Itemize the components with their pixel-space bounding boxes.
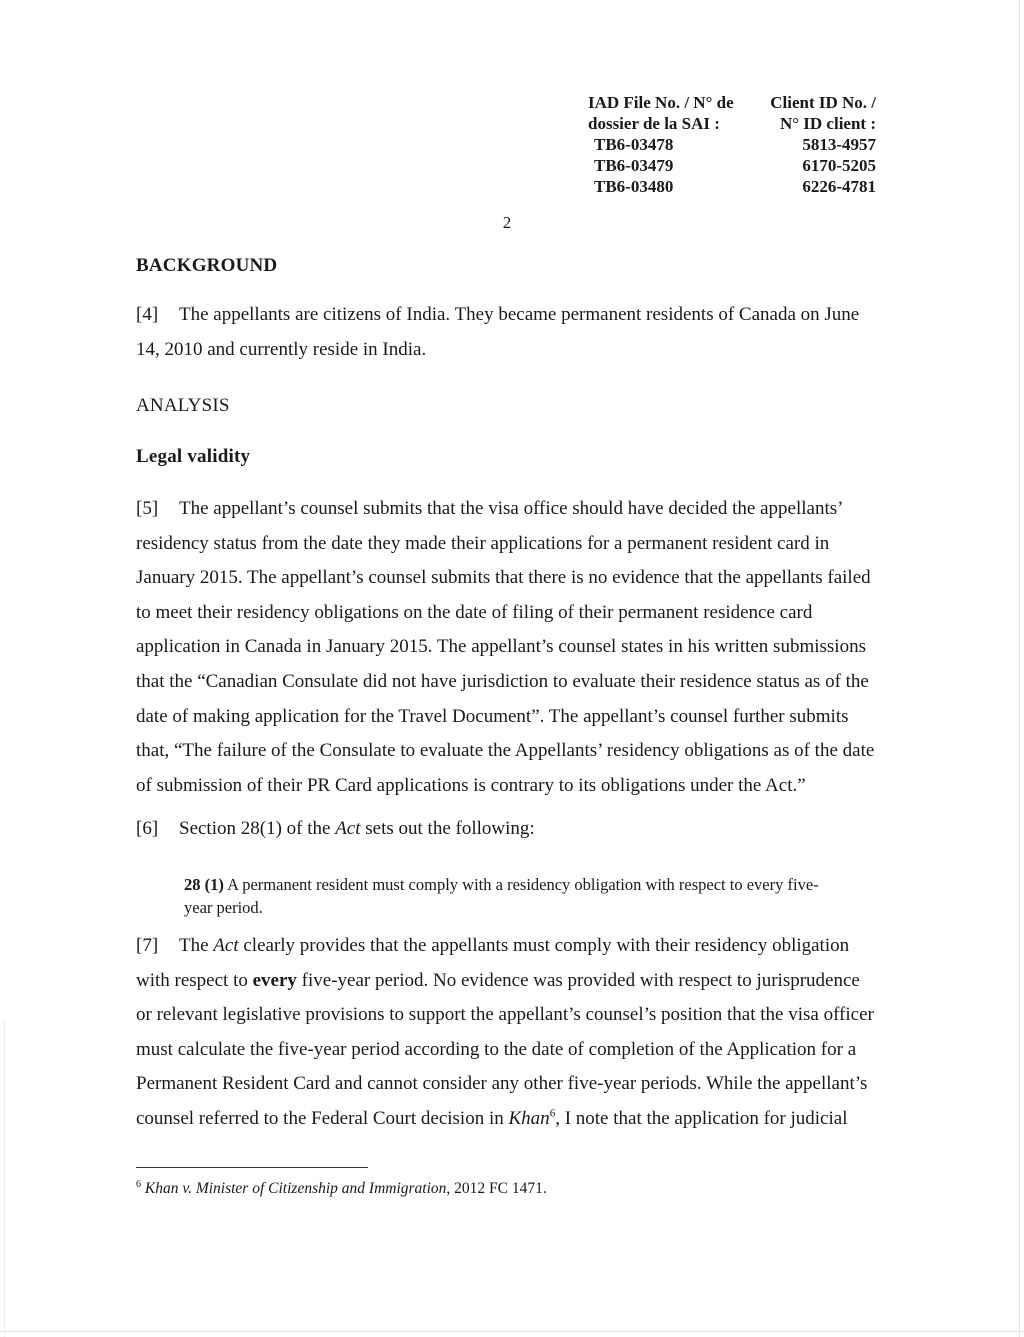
paragraph-number: [4]	[136, 304, 159, 325]
scan-edge-line	[1019, 0, 1020, 1337]
case-name-khan: Khan	[508, 1107, 550, 1129]
paragraph-number: [5]	[136, 498, 159, 519]
client-label-line1: Client ID No. /	[770, 93, 876, 112]
paragraph-text: Section 28(1) of the	[179, 818, 336, 839]
act-reference: Act	[335, 818, 361, 839]
paragraph-line: application in Canada in January 2015. The appellant’s counsel states in his written submissions	[136, 636, 866, 658]
legal-validity-heading: Legal validity	[136, 446, 251, 467]
analysis-heading: ANALYSIS	[136, 395, 230, 416]
paragraph-line: The appellant’s counsel submits that the visa office should have decided the appellants’	[179, 498, 844, 519]
background-heading: BACKGROUND	[136, 255, 278, 276]
paragraph-7	[136, 929, 886, 1137]
paragraph-text: counsel referred to the Federal Court decision in	[136, 1107, 509, 1129]
scan-edge-line	[4, 1020, 5, 1337]
footnote-case-title: Khan v. Minister of Citizenship and Immigration	[144, 1180, 447, 1197]
paragraph-5	[136, 492, 886, 803]
act-reference: Act	[213, 935, 239, 956]
page-number: 2	[502, 213, 512, 232]
paragraph-line: that, “The failure of the Consulate to evaluate the Appellants’ residency obligations as of the date	[136, 740, 875, 762]
footnote-marker: 6	[136, 1178, 141, 1190]
paragraph-text: , I note that the application for judicial	[555, 1107, 848, 1129]
paragraph-4	[136, 298, 886, 367]
paragraph-text: five-year period. No evidence was provided with respect to jurisprudence	[296, 969, 860, 991]
client-id-number: 6170-5205	[802, 156, 876, 175]
section-28-quote	[184, 873, 864, 919]
paragraph-line: residency status from the date they made their applications for a permanent resident card in	[136, 532, 830, 554]
paragraph-text: The	[179, 935, 214, 956]
footnote-6	[136, 1180, 547, 1198]
iad-file-number: TB6-03479	[594, 156, 674, 175]
client-id-column	[766, 92, 876, 197]
iad-file-column	[588, 92, 758, 197]
paragraph-line: January 2015. The appellant’s counsel submits that there is no evidence that the appellants failed	[136, 567, 871, 589]
paragraph-text: clearly provides that the appellants must comply with their residency obligation	[238, 935, 850, 956]
paragraph-line: of submission of their PR Card applications is contrary to its obligations under the Act.”	[136, 774, 806, 796]
paragraph-line: Permanent Resident Card and cannot consider any other five-year periods. While the appellant’s	[136, 1073, 868, 1095]
paragraph-line: to meet their residency obligations on the date of filing of their permanent residence card	[136, 601, 813, 623]
section-number: 28 (1)	[184, 875, 224, 894]
emphasis-every: every	[252, 969, 297, 991]
paragraph-line: that the “Canadian Consulate did not have jurisdiction to evaluate their residence status as of the	[136, 670, 869, 692]
iad-label-line1: IAD File No. / N° de	[588, 93, 734, 112]
paragraph-line: or relevant legislative provisions to support the appellant’s counsel’s position that the visa officer	[136, 1004, 874, 1026]
quote-text: A permanent resident must comply with a residency obligation with respect to every five-	[223, 875, 819, 894]
paragraph-text: with respect to	[136, 969, 253, 991]
paragraph-6	[136, 812, 886, 847]
client-id-number: 5813-4957	[802, 135, 876, 154]
footnote-reference[interactable]: 6	[549, 1107, 556, 1120]
paragraph-line: must calculate the five-year period according to the date of completion of the Application for a	[136, 1038, 857, 1060]
footnote-divider	[136, 1167, 368, 1168]
paragraph-number: [7]	[136, 935, 159, 956]
quote-text: year period.	[184, 898, 263, 917]
paragraph-text: sets out the following:	[360, 818, 535, 839]
iad-file-number: TB6-03480	[594, 177, 674, 196]
paragraph-number: [6]	[136, 818, 159, 839]
client-id-number: 6226-4781	[802, 177, 876, 196]
paragraph-text: The appellants are citizens of India. They became permanent residents of Canada on June	[179, 304, 860, 325]
paragraph-line: date of making application for the Travel Document”. The appellant’s counsel further submits	[136, 705, 849, 727]
footnote-citation: , 2012 FC 1471.	[446, 1180, 547, 1197]
client-label-line2: N° ID client :	[779, 114, 876, 133]
scan-edge-line	[0, 1331, 1024, 1332]
paragraph-text: 14, 2010 and currently reside in India.	[136, 338, 427, 360]
iad-file-number: TB6-03478	[594, 135, 674, 154]
iad-label-line2: dossier de la SAI :	[588, 114, 720, 133]
